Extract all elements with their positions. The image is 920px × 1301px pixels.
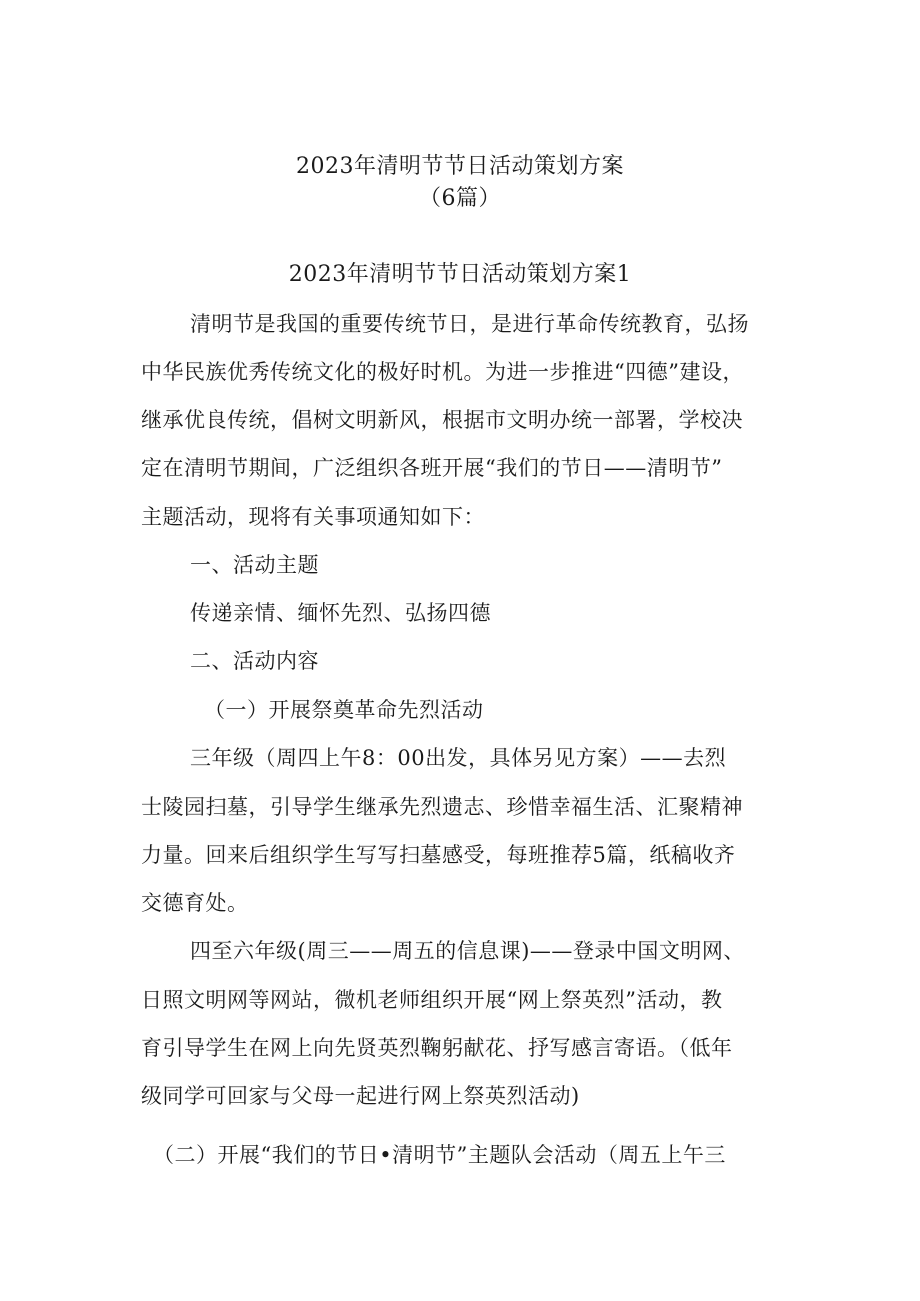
- grade3-line: 力量。回来后组织学生写写扫墓感受，每班推荐5篇，纸稿收齐: [141, 843, 736, 867]
- section-title: 2023年清明节节日活动策划方案1: [288, 262, 632, 287]
- intro-line: 定在清明节期间，广泛组织各班开展“我们的节日——清明节”: [141, 456, 723, 480]
- activity-theme-text: 传递亲情、缅怀先烈、弘扬四德: [190, 601, 491, 625]
- sub-heading-class-meeting: （二）开展“我们的节日•清明节”主题队会活动（周五上午三: [153, 1143, 726, 1167]
- document-title: 2023年清明节节日活动策划方案: [296, 154, 624, 179]
- grade3-line: 交德育处。: [141, 891, 249, 915]
- grade4-6-line: 日照文明网等网站，微机老师组织开展“网上祭英烈”活动，教: [141, 988, 723, 1012]
- heading-activity-theme: 一、活动主题: [190, 553, 319, 577]
- grade4-6-line: 育引导学生在网上向先贤英烈鞠躬献花、抒写感言寄语。（低年: [141, 1036, 733, 1060]
- sub-heading-memorial: （一）开展祭奠革命先烈活动: [204, 698, 484, 722]
- grade4-6-line: 级同学可回家与父母一起进行网上祭英烈活动): [141, 1084, 580, 1108]
- intro-line: 中华民族优秀传统文化的极好时机。为进一步推进“四德”建设，: [141, 360, 744, 384]
- heading-activity-content: 二、活动内容: [190, 649, 319, 673]
- intro-line: 主题活动，现将有关事项通知如下：: [141, 505, 485, 529]
- intro-line: 继承优良传统，倡树文明新风，根据市文明办统一部署，学校决: [141, 408, 743, 432]
- intro-line: 清明节是我国的重要传统节日，是进行革命传统教育，弘扬: [190, 312, 749, 336]
- document-subtitle: （6篇）: [419, 186, 501, 211]
- grade3-line: 三年级（周四上午8：00出发，具体另见方案）——去烈: [190, 746, 727, 770]
- grade3-line: 士陵园扫墓，引导学生继承先烈遗志、珍惜幸福生活、汇聚精神: [141, 795, 743, 819]
- grade4-6-line: 四至六年级(周三——周五的信息课)——登录中国文明网、: [190, 939, 745, 963]
